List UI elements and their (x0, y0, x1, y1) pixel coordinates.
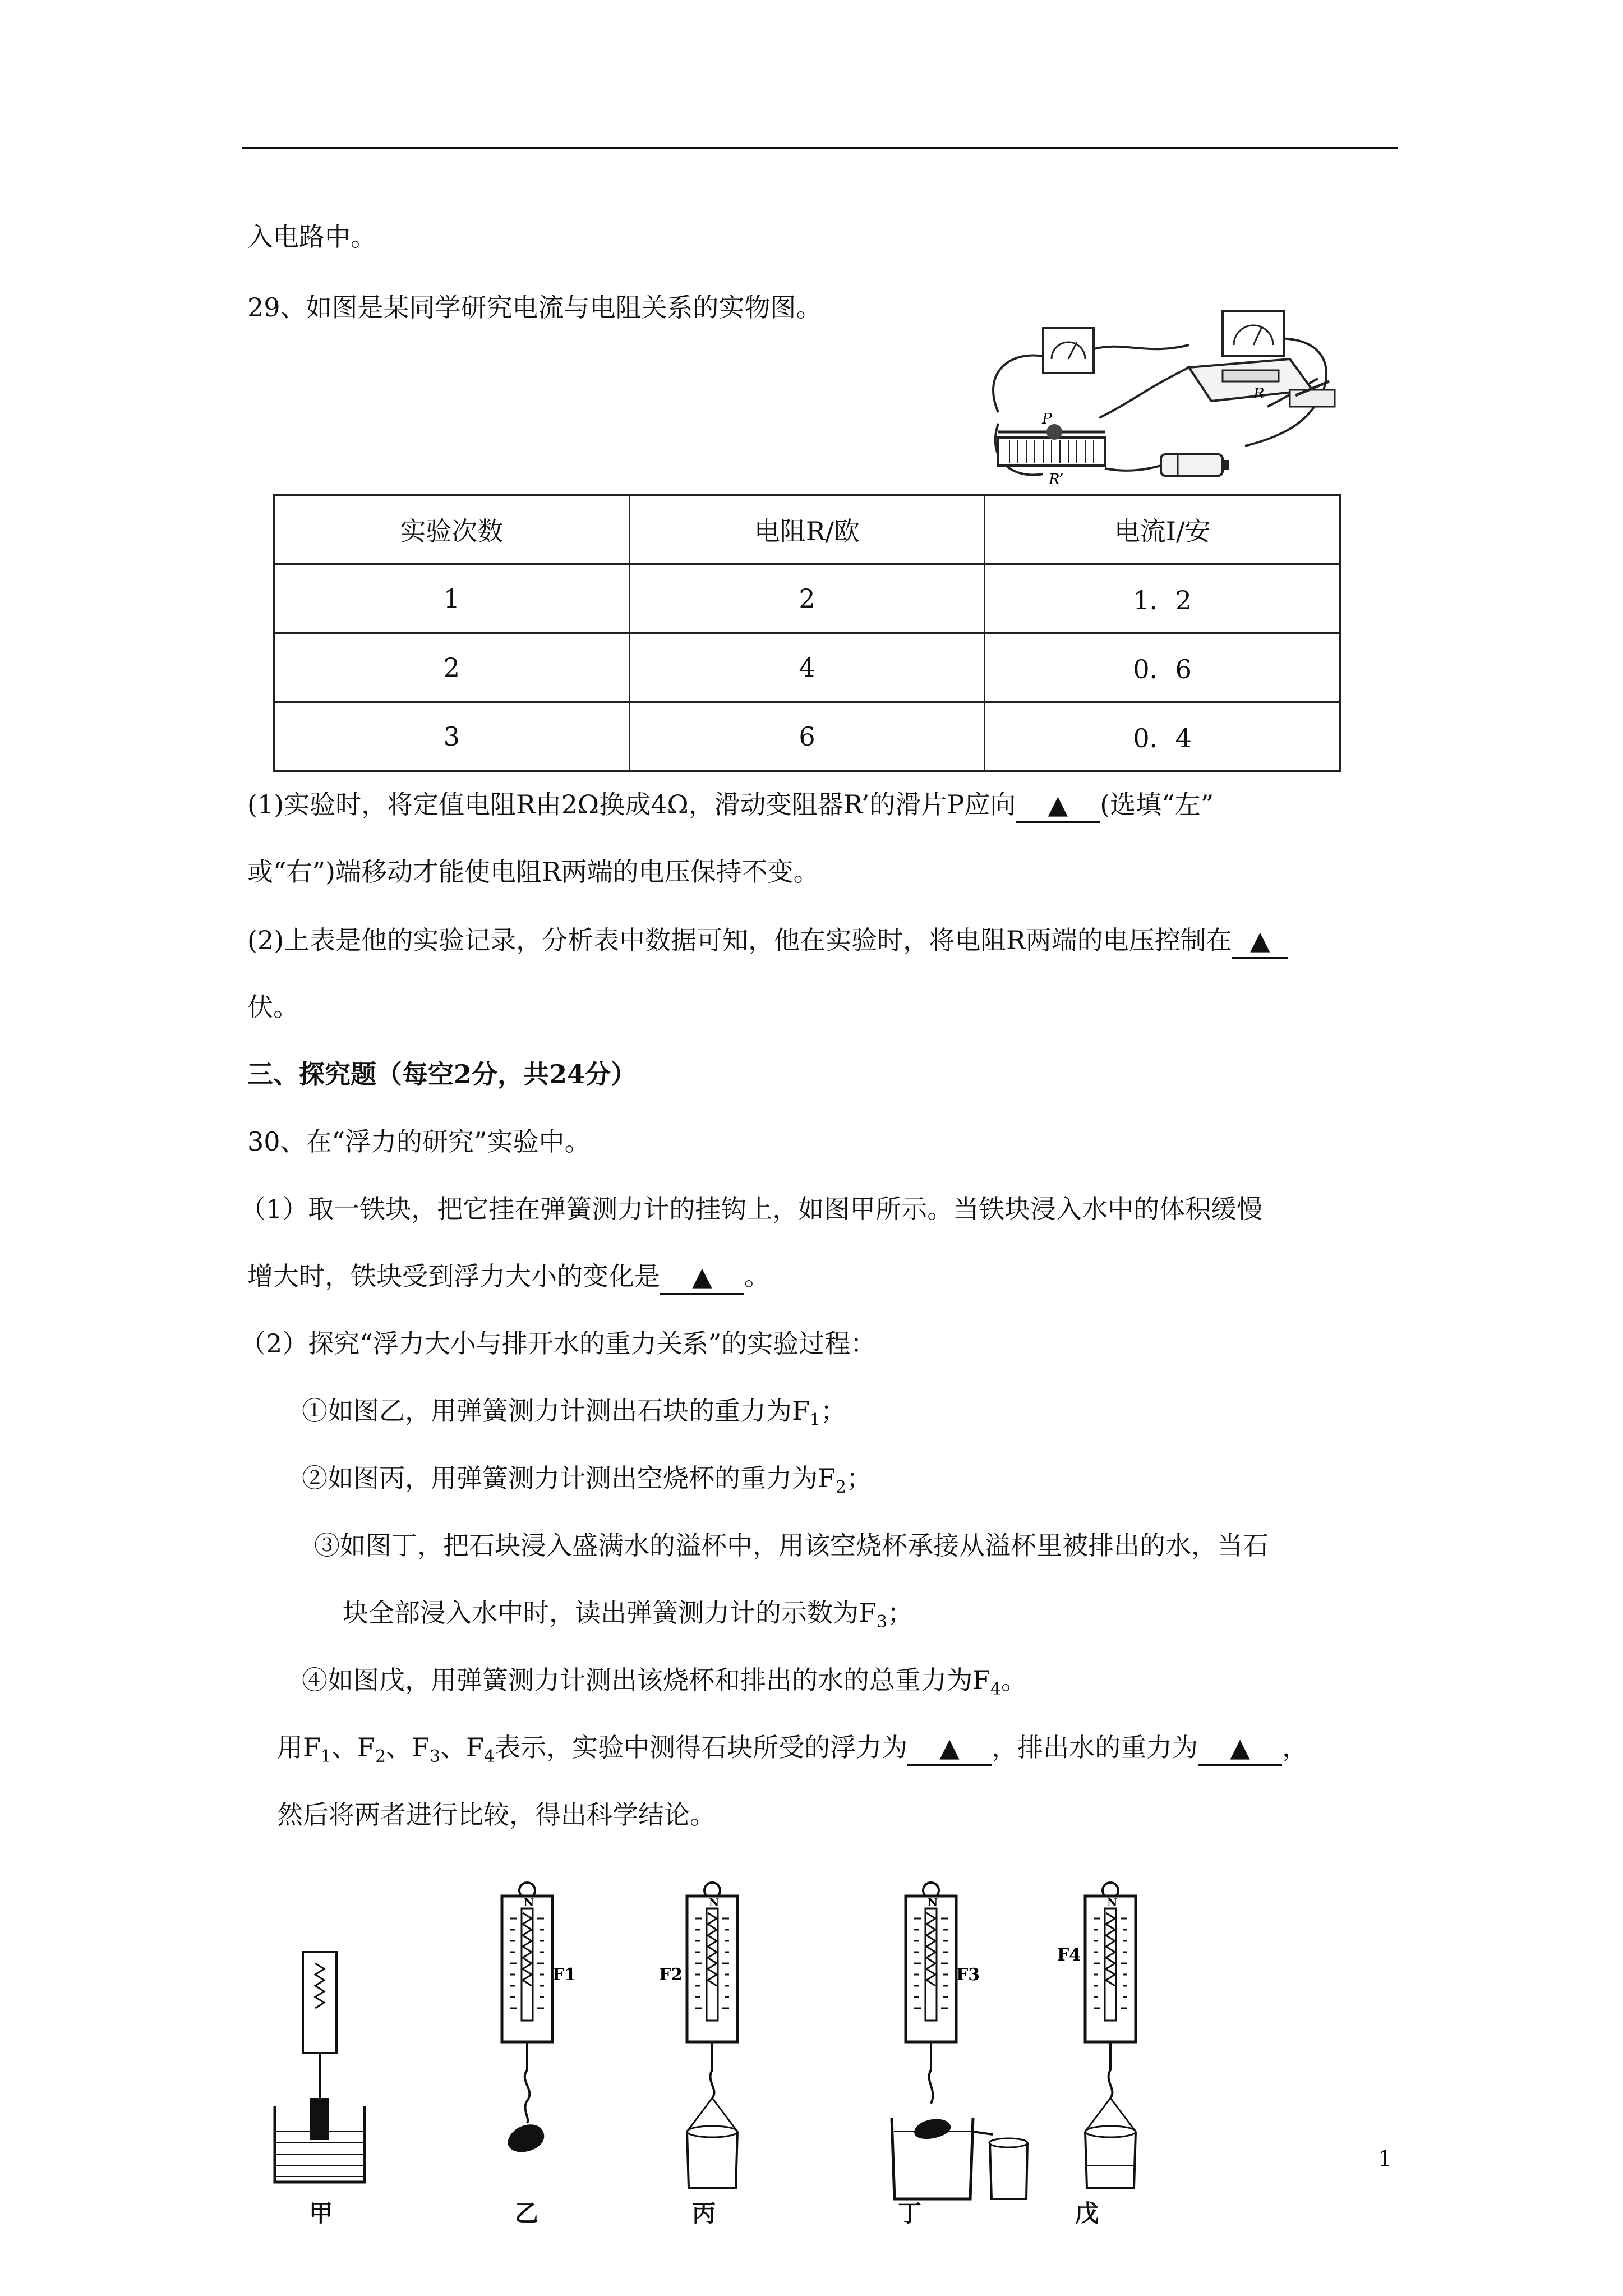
ammeter-icon (1043, 328, 1094, 373)
table-cell: 6 (629, 702, 985, 771)
table-cell: 1．2 (985, 564, 1340, 633)
q29-part1-text: (1)实验时，将定值电阻R由2Ω换成4Ω，滑动变阻器R’的滑片P应向 (247, 789, 1016, 820)
q30-step3-line1: ③如图丁，把石块浸入盛满水的溢杯中，用该空烧杯承接从溢杯里被排出的水，当石 (314, 1530, 1269, 1561)
table-header-cell: 实验次数 (274, 495, 630, 564)
section3-title: 三、探究题（每空2分，共24分） (247, 1059, 637, 1089)
q29-part1-line1 (247, 788, 1214, 823)
table-header-cell: 电阻R/欧 (629, 495, 985, 564)
step-text: 块全部浸入水中时，读出弹簧测力计的示数为F (343, 1598, 877, 1628)
q29-title: 29、如图是某同学研究电流与电阻关系的实物图。 (247, 292, 822, 323)
table-row (274, 633, 1340, 702)
q29-part2-text: (2)上表是他的实验记录，分析表中数据可知，他在实验时，将电阻R两端的电压控制在 (247, 925, 1232, 955)
q29-data-table (273, 494, 1341, 772)
step-text: ； (846, 1463, 873, 1493)
q30-step3-line2 (343, 1596, 913, 1639)
q29-part2-line2: 伏。 (247, 992, 299, 1022)
label-r: R (1253, 385, 1265, 402)
force-label-f2: F2 (659, 1965, 683, 1985)
subscript: 3 (429, 1747, 441, 1767)
q29-part1-text: (选填“左” (1100, 789, 1214, 820)
figure-wu (1057, 1883, 1136, 2188)
answer-blank[interactable]: ▲ (660, 1259, 744, 1295)
conclusion-text: 用F (277, 1732, 321, 1763)
table-cell: 1 (274, 564, 630, 633)
voltmeter-icon (1223, 311, 1284, 356)
step-text: 。 (1001, 1665, 1027, 1695)
scale-n-label: N (1107, 1895, 1118, 1909)
step-text: ②如图丙，用弹簧测力计测出空烧杯的重力为F (302, 1463, 836, 1493)
scale-n-label: N (928, 1895, 938, 1909)
answer-blank[interactable]: ▲ (907, 1731, 992, 1766)
subscript: 1 (320, 1747, 332, 1767)
q30-title: 30、在“浮力的研究”实验中。 (247, 1126, 591, 1157)
label-r-prime: R’ (1049, 471, 1064, 488)
table-cell: 2 (274, 633, 630, 702)
figure-jia (275, 1952, 365, 2182)
figure-bing (659, 1883, 737, 2188)
step-text: ①如图乙，用弹簧测力计测出石块的重力为F (302, 1396, 810, 1426)
battery-icon (1161, 454, 1229, 476)
q30-part1-text: 增大时，铁块受到浮力大小的变化是 (247, 1261, 660, 1291)
table-cell: 0．6 (985, 633, 1340, 702)
figure-label-jia: 甲 (309, 2200, 333, 2227)
figure-label-wu: 戊 (1075, 2200, 1099, 2227)
figure-ding (892, 1883, 1027, 2199)
continuation-text: 入电路中。 (247, 222, 376, 252)
answer-blank[interactable]: ▲ (1198, 1731, 1282, 1766)
table-row (274, 564, 1340, 633)
conclusion-text: 、F (386, 1732, 430, 1763)
q29-part2-line1 (247, 923, 1288, 959)
q30-step4 (302, 1663, 1027, 1706)
answer-blank[interactable]: ▲ (1016, 788, 1100, 823)
conclusion-text: 、F (331, 1732, 375, 1763)
table-row (274, 702, 1340, 771)
table-header-cell: 电流I/安 (985, 495, 1340, 564)
step-text: ④如图戊，用弹簧测力计测出该烧杯和排出的水的总重力为F (302, 1665, 990, 1695)
figure-label-bing: 丙 (692, 2200, 716, 2227)
q29-part1-line2: 或“右”)端移动才能使电阻R两端的电压保持不变。 (247, 857, 819, 887)
scale-n-label: N (524, 1895, 534, 1909)
page-number: 1 (1378, 2146, 1393, 2172)
subscript: 4 (483, 1747, 495, 1767)
circuit-diagram (976, 306, 1346, 491)
subscript: 4 (990, 1680, 1002, 1700)
figure-label-ding: 丁 (898, 2200, 922, 2227)
header-rule (242, 147, 1398, 149)
rheostat-icon (998, 411, 1105, 488)
conclusion-text: 、F (440, 1732, 484, 1763)
q30-part2-intro: （2）探究“浮力大小与排开水的重力关系”的实验过程： (240, 1328, 877, 1359)
q30-part1-text: 。 (744, 1261, 770, 1291)
spring-scale-figures (269, 1874, 1256, 2227)
step-text: ； (820, 1396, 847, 1426)
subscript: 2 (835, 1478, 847, 1498)
answer-blank[interactable]: ▲ (1232, 923, 1288, 959)
q30-step2 (302, 1461, 872, 1504)
conclusion-text: ， (1282, 1732, 1308, 1763)
q30-conclusion-line1 (277, 1731, 1308, 1774)
table-header-row (274, 495, 1340, 564)
q30-step1 (302, 1394, 846, 1437)
q30-part1-line2 (247, 1259, 770, 1295)
table-cell: 2 (629, 564, 985, 633)
conclusion-text: ，排出水的重力为 (992, 1732, 1198, 1763)
scale-n-label: N (709, 1895, 720, 1909)
conclusion-text: 表示，实验中测得石块所受的浮力为 (495, 1732, 908, 1763)
table-cell: 3 (274, 702, 630, 771)
table-cell: 4 (629, 633, 985, 702)
force-label-f3: F3 (956, 1965, 980, 1985)
subscript: 2 (375, 1747, 386, 1767)
table-cell: 0．4 (985, 702, 1340, 771)
label-p: P (1042, 411, 1052, 427)
force-label-f4: F4 (1057, 1945, 1081, 1965)
subscript: 3 (876, 1612, 888, 1632)
q30-part1-line1: （1）取一铁块，把它挂在弹簧测力计的挂钩上，如图甲所示。当铁块浸入水中的体积缓慢 (240, 1194, 1263, 1224)
force-label-f1: F1 (552, 1965, 577, 1985)
subscript: 1 (809, 1410, 821, 1430)
figure-label-yi: 乙 (515, 2200, 539, 2227)
q30-conclusion-line2: 然后将两者进行比较，得出科学结论。 (277, 1800, 716, 1830)
step-text: ； (887, 1598, 914, 1628)
figure-yi (502, 1883, 576, 2152)
